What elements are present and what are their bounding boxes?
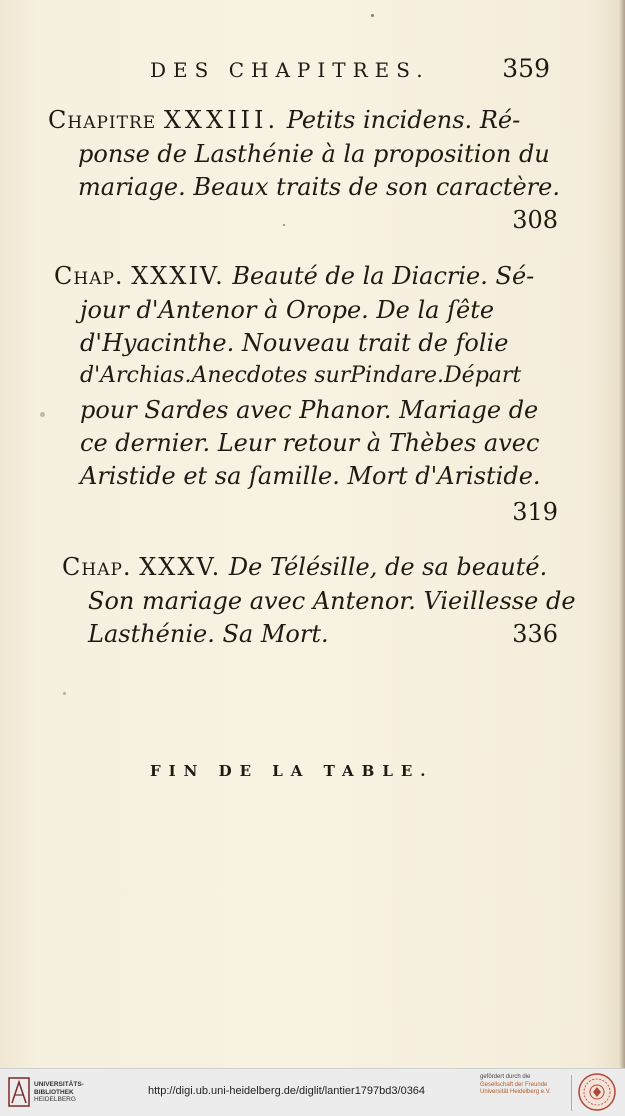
sponsor-org-line: Universität Heidelberg e.V. [480, 1089, 551, 1095]
paper-speck [40, 412, 45, 417]
sponsor-org-line: Gesellschaft der Freunde [480, 1081, 548, 1088]
entry-text-line: Petits incidens. Ré- [286, 106, 521, 134]
entry-text-line: d'Archias.Anecdotes surPindare.Départ [80, 363, 522, 388]
entry-numeral: XXXV. [139, 553, 222, 581]
entry-label: Chap. [62, 553, 132, 581]
entry-text-line: ce dernier. Leur retour à Thèbes avec [80, 429, 540, 457]
paper-speck [63, 692, 66, 695]
toc-entry [48, 551, 576, 651]
entry-text-line: Son mariage avec Antenor. Vieillesse de [88, 587, 576, 615]
entry-text-line: Aristide et sa ſamille. Mort d'Aristide. [80, 462, 541, 490]
entry-page-number: 319 [512, 498, 558, 526]
entry-text-line: d'Hyacinthe. Nouveau trait de folie [80, 329, 509, 357]
entry-label: Chap. [54, 262, 124, 290]
library-name-line: BIBLIOTHEK [34, 1088, 74, 1096]
entry-text-line: ponse de Lasthénie à la proposition du [78, 140, 550, 168]
entry-numeral: XXXIII. [163, 106, 280, 134]
permalink[interactable]: http://digi.ub.uni-heidelberg.de/diglit/lantier1797bd3/0364 [148, 1085, 426, 1097]
sponsor-lead: gefördert durch die [480, 1074, 531, 1080]
toc-entry [48, 104, 558, 244]
entry-text-line: mariage. Beaux traits de son caractère. [78, 173, 560, 201]
page-number: 359 [502, 54, 550, 83]
sponsor-credit [480, 1074, 570, 1097]
closing-line: FIN DE LA TABLE. [150, 762, 434, 780]
divider [571, 1075, 572, 1111]
entry-text-line: De Télésille, de sa beauté. [228, 553, 548, 581]
entry-page-number: 308 [512, 206, 558, 234]
toc-entry [48, 260, 558, 530]
university-seal-icon [577, 1072, 617, 1112]
entry-text-line: pour Sardes avec Phanor. Mariage de [80, 396, 539, 424]
entry-page-number: 336 [512, 620, 558, 648]
viewer-footer [0, 1068, 625, 1116]
header-title: DES CHAPITRES. [150, 58, 430, 82]
library-name [34, 1081, 94, 1104]
entry-numeral: XXXIV. [131, 262, 225, 290]
entry-text-line: jour d'Antenor à Orope. De la ſête [80, 296, 495, 324]
library-name-line: UNIVERSITÄTS- [34, 1081, 84, 1088]
entry-text-line: Lasthénie. Sa Mort. [88, 620, 329, 648]
entry-text-line: Beauté de la Diacrie. Sé- [232, 262, 535, 290]
running-header [150, 54, 550, 88]
library-logo-icon [8, 1077, 30, 1107]
paper-speck [371, 14, 374, 17]
entry-label: Chapitre [48, 106, 157, 134]
library-name-line: HEIDELBERG [34, 1096, 76, 1103]
